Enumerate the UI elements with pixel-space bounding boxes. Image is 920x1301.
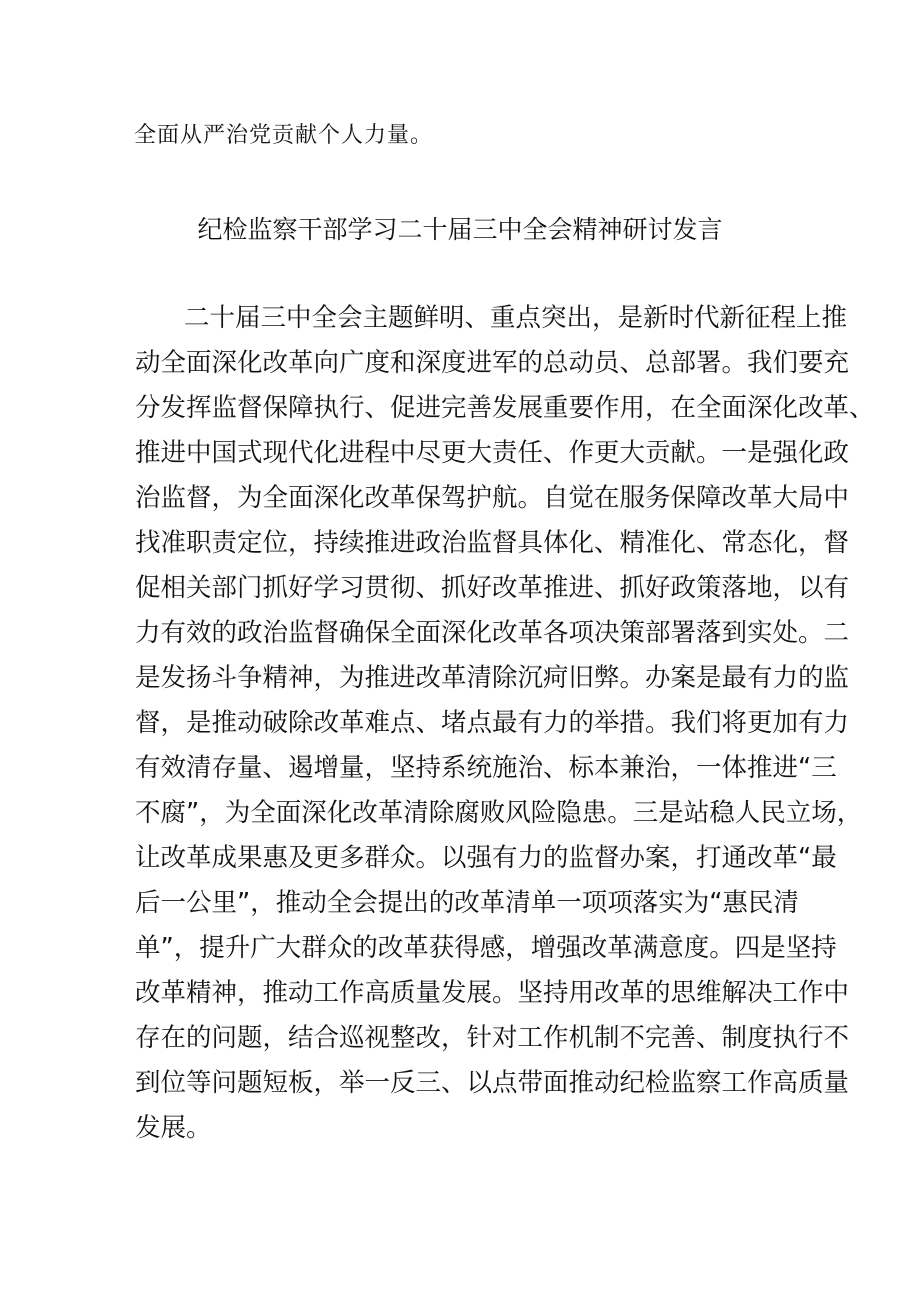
body-line: 改革精神，推动工作高质量发展。坚持用改革的思维解决工作中 bbox=[135, 978, 850, 1008]
body-line: 有效清存量、遏增量，坚持系统施治、标本兼治，一体推进“三 bbox=[135, 753, 837, 783]
body-line: 后一公里”，推动全会提出的改革清单一项项落实为“惠民清 bbox=[135, 888, 799, 918]
body-line: 到位等问题短板，举一反三、以点带面推动纪检监察工作高质量 bbox=[135, 1068, 850, 1098]
body-line: 找准职责定位，持续推进政治监督具体化、精准化、常态化，督 bbox=[135, 528, 850, 558]
body-line: 促相关部门抓好学习贯彻、抓好改革推进、抓好政策落地，以有 bbox=[135, 573, 850, 603]
document-body bbox=[135, 296, 875, 1151]
body-line: 动全面深化改革向广度和深度进军的总动员、总部署。我们要充 bbox=[135, 348, 850, 378]
body-line: 力有效的政治监督确保全面深化改革各项决策部署落到实处。二 bbox=[135, 618, 850, 648]
previous-section-tail: 全面从严治党贡献个人力量。 bbox=[134, 123, 434, 148]
body-line: 单”，提升广大群众的改革获得感，增强改革满意度。四是坚持 bbox=[135, 933, 837, 963]
document-title: 纪检监察干部学习二十届三中全会精神研讨发言 bbox=[197, 215, 723, 244]
body-line: 存在的问题，结合巡视整改，针对工作机制不完善、制度执行不 bbox=[135, 1023, 850, 1053]
body-line: 让改革成果惠及更多群众。以强有力的监督办案，打通改革“最 bbox=[135, 843, 837, 873]
body-line: 发展。 bbox=[135, 1113, 212, 1143]
body-line: 推进中国式现代化进程中尽更大责任、作更大贡献。一是强化政 bbox=[135, 438, 850, 468]
body-line: 二十届三中全会主题鲜明、重点突出，是新时代新征程上推 bbox=[184, 303, 848, 333]
body-line: 治监督，为全面深化改革保驾护航。自觉在服务保障改革大局中 bbox=[135, 483, 850, 513]
body-line: 是发扬斗争精神，为推进改革清除沉疴旧弊。办案是最有力的监 bbox=[135, 663, 850, 693]
body-line: 分发挥监督保障执行、促进完善发展重要作用，在全面深化改革、 bbox=[135, 393, 875, 423]
body-line: 不腐”，为全面深化改革清除腐败风险隐患。三是站稳人民立场， bbox=[135, 798, 863, 828]
body-line: 督，是推动破除改革难点、堵点最有力的举措。我们将更加有力 bbox=[135, 708, 850, 738]
